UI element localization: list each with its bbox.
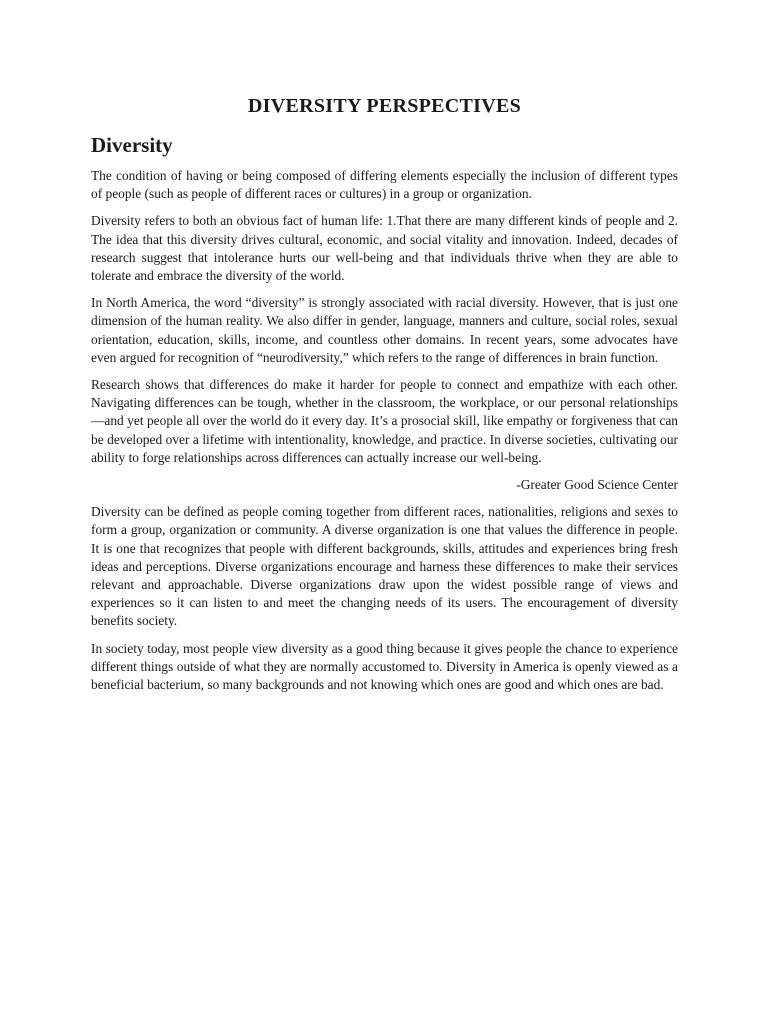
- document-title: DIVERSITY PERSPECTIVES: [247, 95, 522, 117]
- section-heading: Diversity: [91, 133, 173, 157]
- paragraph-society: In society today, most people view diversity as a good thing because it gives people the chance to experience different things outside of what they are normally accustomed to. Diversity in America is openly viewed as a beneficial bacterium, so many backgrounds and not knowing which ones are good and which ones are bad.: [91, 640, 678, 693]
- paragraph-research: Research shows that differences do make it harder for people to connect and empathize with each other. Navigating differences can be tough, whether in the classroom, the workplace, or our personal relationships—and yet people all over the world do it every day. It’s a prosocial skill, like empathy or forgiveness that can be developed over a lifetime with intentionality, knowledge, and practice. In diverse societies, cultivating our ability to forge relationships across differences can actually increase our well-being.: [91, 377, 678, 465]
- paragraph-definition: The condition of having or being composed of differing elements especially the inclusion of different types of people (such as people of different races or cultures) in a group or organization.: [91, 168, 678, 202]
- attribution: -Greater Good Science Center: [516, 477, 678, 493]
- paragraph-human-life: Diversity refers to both an obvious fact of human life: 1.That there are many different kinds of people and 2. The idea that this diversity drives cultural, economic, and social vitality and innovation. Indeed, decades of research suggest that intolerance hurts our well-being and that individuals thrive when they are able to tolerate and embrace the diversity of the world.: [91, 213, 678, 284]
- paragraph-north-america: In North America, the word “diversity” is strongly associated with racial diversity. However, that is just one dimension of the human reality. We also differ in gender, language, manners and culture, social roles, sexual orientation, education, skills, income, and countless other domains. In recent years, some advocates have even argued for recognition of “neurodiversity,” which refers to the range of differences in brain function.: [91, 295, 678, 365]
- paragraph-organizations: Diversity can be defined as people coming together from different races, nationalities, religions and sexes to form a group, organization or community. A diverse organization is one that values the difference in people. It is one that recognizes that people with different backgrounds, skills, attitudes and experiences bring fresh ideas and perceptions. Diverse organizations encourage and harness these differences to make their services relevant and approachable. Diverse organizations draw upon the widest possible range of views and experiences so it can listen to and meet the changing needs of its users. The encouragement of diversity benefits society.: [91, 504, 678, 629]
